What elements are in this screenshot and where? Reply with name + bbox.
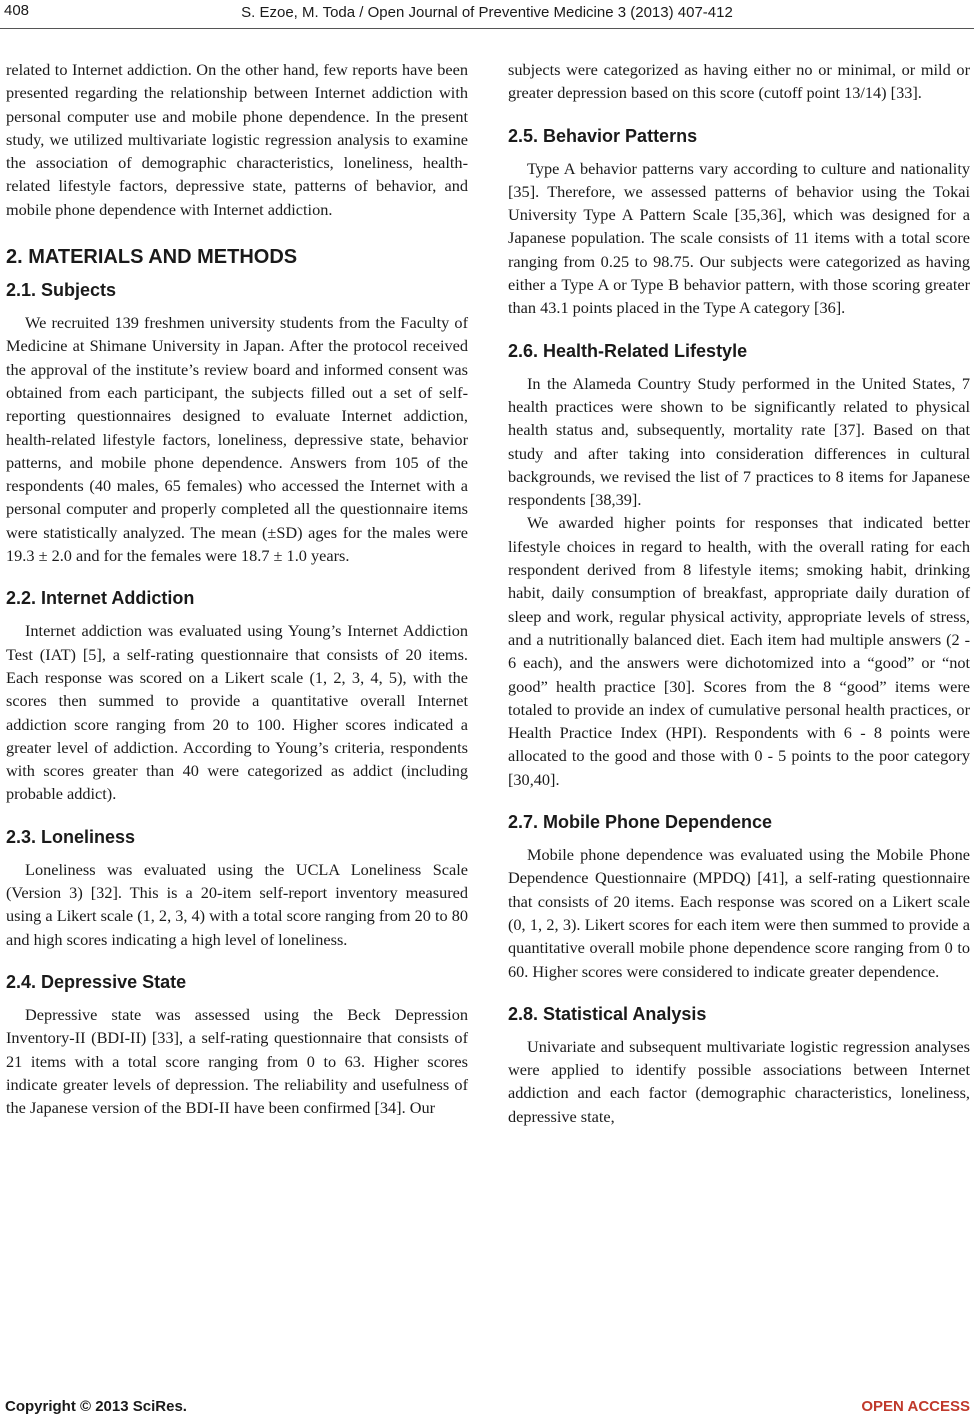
page-header	[0, 0, 974, 30]
section-2-6-text-1: In the Alameda Country Study performed in the United States, 7 health practices were shown to be significantly related to physical health status and, subsequently, mortality rate [37]. Based on that study and after taking into consideration differences in cultural backgrounds, we revised the list of 7 practices to 8 items for Japanese respondents [38,39].	[508, 373, 970, 510]
section-2-5-heading: 2.5. Behavior Patterns	[508, 125, 698, 146]
running-head: S. Ezoe, M. Toda / Open Journal of Preventive Medicine 3 (2013) 407-412	[241, 4, 733, 21]
page-footer	[0, 1392, 974, 1419]
section-2-3-text: Loneliness was evaluated using the UCLA Loneliness Scale (Version 3) [32]. This is a 20-item self-report inventory measured using a Likert scale (1, 2, 3, 4) with a total score ranging from 20 to 80 and high scores indicating a high level of loneliness.	[6, 859, 468, 949]
section-2-7-text: Mobile phone dependence was evaluated using the Mobile Phone Dependence Questionnaire (MPDQ) [41], a self-rating questionnaire that consists of 20 items. Each response was scored on a Likert scale (0, 1, 2, 3). Likert scores for each item were then summed to provide a quantitative overall mobile phone dependence score ranging from 0 to 60. Higher scores were considered to indicate greater dependence.	[508, 845, 970, 981]
section-2-2-text: Internet addiction was evaluated using Young’s Internet Addiction Test (IAT) [5], a self-rating questionnaire that consists of 20 items. Each response was scored on a Likert scale (1, 2, 3, 4, 5), with the scores then summed to provide a quantitative overall Internet addiction score ranging from 20 to 100. Higher scores indicated a greater level of addiction. According to Young’s criteria, respondents with scores greater than 40 were categorized as addict (including probable addict).	[6, 621, 468, 804]
section-2-2-heading: 2.2. Internet Addiction	[6, 588, 195, 609]
section-2-3-heading: 2.3. Loneliness	[6, 826, 136, 847]
copyright-notice: Copyright © 2013 SciRes.	[5, 1398, 187, 1415]
header-divider	[0, 28, 974, 29]
section-2-6-text-2: We awarded higher points for responses that indicated better lifestyle choices in regard to health, with the overall rating for each respondent derived from 8 lifestyle items; smoking habit, drinking habit, daily consumption of breakfast, appropriate daily duration of sleep and work, regular physical activity, appropriate levels of stress, and a nutritionally balanced diet. Each item had multiple answers (2 - 6 each), and the answers were dichotomized into a “good” or “not good” health practice [30]. Scores from the 8 “good” items were totaled to provide an index of cumulative personal health practices, or Health Practice Index (HPI). Respondents with 6 - 8 points were allocated to the good and those with 0 - 5 points to the poor category [30,40].	[508, 513, 970, 789]
section-2-8-heading: 2.8. Statistical Analysis	[508, 1003, 707, 1024]
right-column	[508, 58, 970, 1128]
left-column	[6, 58, 468, 1119]
section-2-heading: 2. MATERIALS AND METHODS	[6, 246, 298, 269]
page-number: 408	[4, 2, 30, 19]
section-2-4-continuation: subjects were categorized as having either no or minimal, or mild or greater depression based on this score (cutoff point 13/14) [33].	[508, 60, 970, 103]
intro-continuation: related to Internet addiction. On the other hand, few reports have been presented regarding the relationship between Internet addiction with personal computer use and mobile phone dependence. In the present study, we utilized multivariate logistic regression analysis to examine the association of demographic characteristics, loneliness, health-related lifestyle factors, depressive state, patterns of behavior, and mobile phone dependence with Internet addiction.	[6, 60, 468, 219]
section-2-5-text: Type A behavior patterns vary according to culture and nationality [35]. Therefore, we assessed patterns of behavior using the Tokai University Type A Pattern Scale [35,36], which was designed for a Japanese population. The scale consists of 11 items with a total score ranging from 0.25 to 98.75. Our subjects were categorized as having either a Type A or Type B behavior pattern, with those scoring greater than 43.1 points placed in the Type A category [36].	[508, 158, 970, 318]
section-2-1-heading: 2.1. Subjects	[6, 280, 117, 301]
section-2-7-heading: 2.7. Mobile Phone Dependence	[508, 812, 773, 833]
section-2-8-text: Univariate and subsequent multivariate logistic regression analyses were applied to identify possible associations between Internet addiction and each factor (demographic characteristics, loneliness, depressive state,	[508, 1036, 970, 1126]
open-access-label: OPEN ACCESS	[861, 1398, 970, 1415]
section-2-1-text: We recruited 139 freshmen university students from the Faculty of Medicine at Shimane University in Japan. After the protocol received the approval of the institute’s review board and informed consent was obtained from each participant, the subjects filled out a set of self-reporting questionnaires designed to evaluate Internet addiction, health-related lifestyle factors, loneliness, depressive state, behavior patterns, and mobile phone dependence. Answers from 105 of the respondents (40 males, 65 females) who accessed the Internet with a personal computer and properly completed all the questionnaire items were statistically analyzed. The mean (±SD) ages for the males were 19.3 ± 2.0 and for the females were 18.7 ± 1.0 years.	[6, 313, 468, 566]
section-2-4-heading: 2.4. Depressive State	[6, 971, 187, 992]
section-2-4-text: Depressive state was assessed using the Beck Depression Inventory-II (BDI-II) [33], a self-rating questionnaire that consists of 21 items with a total score ranging from 0 to 63. Higher scores indicate greater levels of depression. The reliability and usefulness of the Japanese version of the BDI-II have been confirmed [34]. Our	[6, 1004, 468, 1118]
section-2-6-heading: 2.6. Health-Related Lifestyle	[508, 340, 748, 361]
